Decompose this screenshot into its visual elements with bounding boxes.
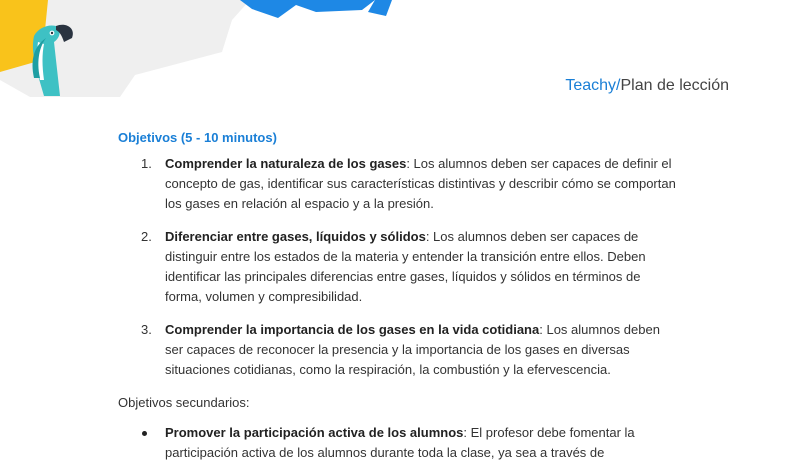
secondary-objectives-list bbox=[118, 423, 678, 463]
brand-name: Teachy bbox=[565, 77, 617, 94]
objective-lead: Comprender la importancia de los gases en la vida cotidiana bbox=[165, 322, 540, 337]
brand-separator: / bbox=[616, 77, 621, 94]
objective-lead: Diferenciar entre gases, líquidos y sólidos bbox=[165, 229, 426, 244]
objective-lead: Comprender la naturaleza de los gases bbox=[165, 156, 407, 171]
objectives-title: Objetivos (5 - 10 minutos) bbox=[118, 130, 277, 145]
secondary-objective-lead: Promover la participación activa de los alumnos bbox=[165, 425, 464, 440]
lesson-content bbox=[118, 129, 678, 463]
header-decoration bbox=[0, 0, 420, 100]
doc-type: Plan de lección bbox=[620, 77, 729, 94]
secondary-objectives-title: Objetivos secundarios: bbox=[118, 395, 250, 410]
objectives-list bbox=[118, 154, 678, 380]
brand-header bbox=[565, 76, 729, 96]
secondary-objective-item bbox=[118, 423, 678, 463]
objective-item bbox=[118, 320, 678, 380]
objective-number: 2. bbox=[141, 229, 152, 244]
objective-number: 1. bbox=[141, 156, 152, 171]
objective-item bbox=[118, 154, 678, 214]
secondary-objective-text: : El profesor debe fomentar la participación activa de los alumnos durante toda la clase, ya sea a través de bbox=[165, 425, 635, 460]
bullet-icon bbox=[142, 431, 147, 436]
objective-item bbox=[118, 227, 678, 307]
objective-text: : Los alumnos deben ser capaces de reconocer la presencia y la importancia de los gases en diversas situaciones cotidianas, como la respiración, la combustión y la efervescencia. bbox=[165, 322, 660, 377]
objective-text: : Los alumnos deben ser capaces de distinguir entre los estados de la materia y entender la transición entre ellos. Deben identificar las principales diferencias entre gases, líquidos y sólidos en términos de forma, volumen y compresibilidad. bbox=[165, 229, 646, 304]
objective-number: 3. bbox=[141, 322, 152, 337]
objective-text: : Los alumnos deben ser capaces de definir el concepto de gas, identificar sus características distintivas y describir cómo se comportan los gases en relación al espacio y a la presión. bbox=[165, 156, 676, 211]
